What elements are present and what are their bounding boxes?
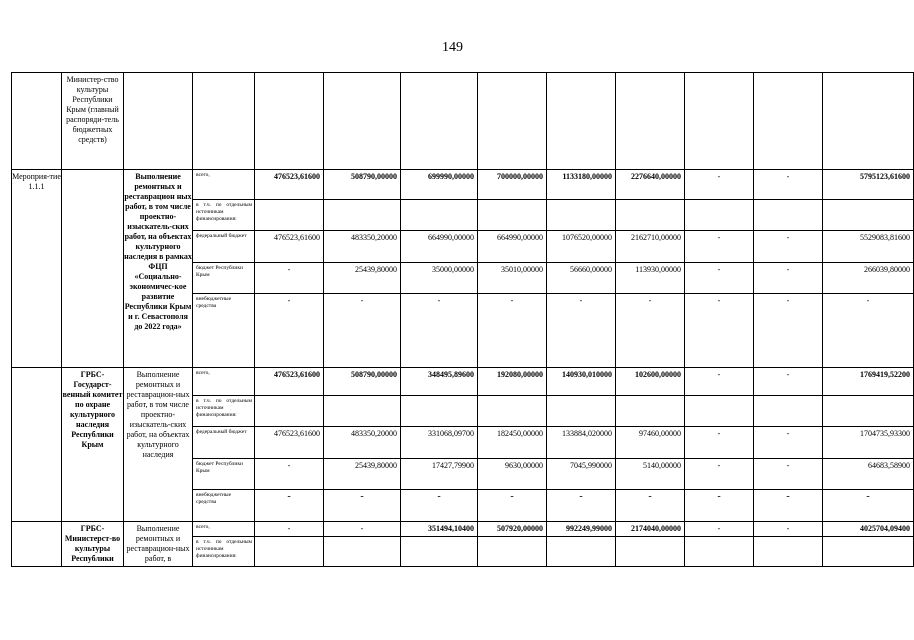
value-cell: 2174040,00000: [616, 522, 685, 537]
table-row: [12, 73, 914, 170]
empty-cell: [255, 200, 324, 231]
grbs-name-text: ГРБС-Министерст-во культуры Республики: [64, 524, 121, 563]
value-cell: 25439,80000: [324, 459, 401, 490]
value-cell: 699990,00000: [401, 170, 478, 200]
empty-cell: [478, 73, 547, 170]
value-cell: -: [754, 294, 823, 368]
empty-cell: [547, 396, 616, 427]
empty-cell: [193, 73, 255, 170]
value-cell: 5795123,61600: [823, 170, 914, 200]
value-cell: 331068,09700: [401, 427, 478, 459]
empty-cell: [754, 200, 823, 231]
empty-cell: [685, 200, 754, 231]
page-number: 149: [442, 40, 463, 55]
value-cell: 56660,00000: [547, 263, 616, 294]
value-cell: -: [754, 263, 823, 294]
source-label: внебюджетные средства: [193, 294, 255, 368]
value-cell: 2276640,00000: [616, 170, 685, 200]
empty-cell: [547, 537, 616, 567]
grbs-name: [62, 368, 124, 522]
empty-cell: [685, 537, 754, 567]
empty-cell: [823, 200, 914, 231]
value-cell: -: [401, 294, 478, 368]
source-label: бюджет Республики Крым: [193, 459, 255, 490]
empty-cell: [616, 396, 685, 427]
budget-table: [11, 72, 914, 567]
value-cell: -: [255, 490, 324, 522]
value-cell: -: [685, 368, 754, 396]
empty-cell: [754, 537, 823, 567]
empty-cell: [754, 396, 823, 427]
value-cell: 102600,00000: [616, 368, 685, 396]
value-cell: -: [754, 427, 823, 459]
empty-cell: [255, 73, 324, 170]
value-cell: -: [685, 459, 754, 490]
value-cell: 25439,80000: [324, 263, 401, 294]
value-cell: 507920,00000: [478, 522, 547, 537]
source-label: всего,: [193, 522, 255, 537]
value-cell: -: [823, 294, 914, 368]
value-cell: -: [324, 490, 401, 522]
value-cell: 64683,58900: [823, 459, 914, 490]
empty-cell: [124, 73, 193, 170]
value-cell: 508790,00000: [324, 368, 401, 396]
empty-cell: [547, 73, 616, 170]
value-cell: -: [255, 459, 324, 490]
value-cell: 476523,61600: [255, 170, 324, 200]
source-label: в т.ч. по отдельным источникам финансирования:: [193, 200, 255, 231]
source-label: в т.ч. по отдельным источникам финансирования:: [193, 396, 255, 427]
value-cell: 476523,61600: [255, 427, 324, 459]
empty-cell: [12, 73, 62, 170]
value-cell: -: [616, 490, 685, 522]
table-row: [12, 170, 914, 200]
value-cell: 5529083,81600: [823, 231, 914, 263]
empty-cell: [255, 396, 324, 427]
empty-cell: [255, 537, 324, 567]
value-cell: -: [754, 368, 823, 396]
value-cell: 9630,00000: [478, 459, 547, 490]
table-row: [12, 368, 914, 396]
value-cell: -: [685, 263, 754, 294]
empty-cell: [823, 537, 914, 567]
source-label: всего,: [193, 170, 255, 200]
empty-cell: [547, 200, 616, 231]
empty-cell: [754, 73, 823, 170]
value-cell: -: [547, 490, 616, 522]
value-cell: -: [324, 294, 401, 368]
empty-cell: [324, 73, 401, 170]
value-cell: 483350,20000: [324, 427, 401, 459]
value-cell: 192080,00000: [478, 368, 547, 396]
value-cell: -: [616, 294, 685, 368]
source-label: в т.ч. по отдельным источникам финансирования:: [193, 537, 255, 567]
value-cell: 1769419,52200: [823, 368, 914, 396]
value-cell: 17427,79900: [401, 459, 478, 490]
value-cell: -: [685, 170, 754, 200]
activity-code: Мероприя-тие 1.1.1: [12, 170, 62, 368]
value-cell: -: [478, 294, 547, 368]
empty-cell: [478, 396, 547, 427]
empty-cell: [616, 73, 685, 170]
empty-cell: [401, 537, 478, 567]
empty-cell: [12, 368, 62, 522]
grbs-title: Выполнение ремонтных и реставрацион-ных работ, в том числе проектно-изыскатель-ских работ, на объектах культурного наследия: [124, 368, 193, 522]
empty-cell: [478, 200, 547, 231]
empty-cell: [62, 170, 124, 368]
value-cell: 351494,10400: [401, 522, 478, 537]
value-cell: 113930,00000: [616, 263, 685, 294]
source-label: федеральный бюджет: [193, 427, 255, 459]
value-cell: -: [255, 294, 324, 368]
activity-title: Выполнение ремонтных и реставрацион ных работ, в том числе проектно-изыскатель-ских работ, на объектах культурного наследия в рамках ФЦП «Социально-экономичес-кое развитие Республики Крым и г. Севастополя до 2022 года»: [124, 170, 193, 368]
value-cell: -: [754, 170, 823, 200]
value-cell: 35010,00000: [478, 263, 547, 294]
value-cell: 4025704,09400: [823, 522, 914, 537]
source-label: бюджет Республики Крым: [193, 263, 255, 294]
value-cell: 97460,00000: [616, 427, 685, 459]
source-label: федеральный бюджет: [193, 231, 255, 263]
value-cell: -: [255, 522, 324, 537]
value-cell: 348495,89600: [401, 368, 478, 396]
value-cell: -: [324, 522, 401, 537]
value-cell: -: [685, 294, 754, 368]
value-cell: 483350,20000: [324, 231, 401, 263]
value-cell: 1133180,00000: [547, 170, 616, 200]
value-cell: 35000,00000: [401, 263, 478, 294]
value-cell: 182450,00000: [478, 427, 547, 459]
ministry-cell: Министер-ство культуры Республики Крым (главный распоряди-тель бюджетных средств): [62, 73, 124, 170]
value-cell: 1076520,00000: [547, 231, 616, 263]
empty-cell: [685, 396, 754, 427]
value-cell: 2162710,00000: [616, 231, 685, 263]
value-cell: 476523,61600: [255, 368, 324, 396]
value-cell: -: [255, 263, 324, 294]
empty-cell: [401, 73, 478, 170]
empty-cell: [12, 522, 62, 567]
value-cell: -: [685, 231, 754, 263]
value-cell: 508790,00000: [324, 170, 401, 200]
table-row: [12, 522, 914, 537]
empty-cell: [616, 200, 685, 231]
empty-cell: [478, 537, 547, 567]
grbs-name-text: ГРБС-Государст-венный комитет по охране культурного наследия Республики Крым: [62, 370, 123, 449]
empty-cell: [823, 73, 914, 170]
value-cell: 140930,010000: [547, 368, 616, 396]
value-cell: -: [685, 490, 754, 522]
value-cell: -: [685, 427, 754, 459]
value-cell: -: [685, 522, 754, 537]
value-cell: 133884,020000: [547, 427, 616, 459]
value-cell: 992249,99000: [547, 522, 616, 537]
empty-cell: [324, 396, 401, 427]
value-cell: -: [823, 490, 914, 522]
empty-cell: [324, 537, 401, 567]
value-cell: -: [754, 231, 823, 263]
grbs-title: Выполнение ремонтных и реставрацион-ных работ, в: [124, 522, 193, 567]
value-cell: 266039,80000: [823, 263, 914, 294]
empty-cell: [401, 396, 478, 427]
value-cell: 664990,00000: [478, 231, 547, 263]
source-label: внебюджетные средства: [193, 490, 255, 522]
empty-cell: [823, 396, 914, 427]
value-cell: 700000,00000: [478, 170, 547, 200]
empty-cell: [324, 200, 401, 231]
empty-cell: [401, 200, 478, 231]
value-cell: -: [478, 490, 547, 522]
value-cell: -: [401, 490, 478, 522]
value-cell: 476523,61600: [255, 231, 324, 263]
value-cell: 5140,00000: [616, 459, 685, 490]
value-cell: 664990,00000: [401, 231, 478, 263]
value-cell: -: [754, 490, 823, 522]
source-label: всего,: [193, 368, 255, 396]
value-cell: 1704735,93300: [823, 427, 914, 459]
value-cell: -: [754, 459, 823, 490]
empty-cell: [685, 73, 754, 170]
value-cell: -: [547, 294, 616, 368]
empty-cell: [616, 537, 685, 567]
value-cell: -: [754, 522, 823, 537]
grbs-name: [62, 522, 124, 567]
value-cell: 7045,990000: [547, 459, 616, 490]
